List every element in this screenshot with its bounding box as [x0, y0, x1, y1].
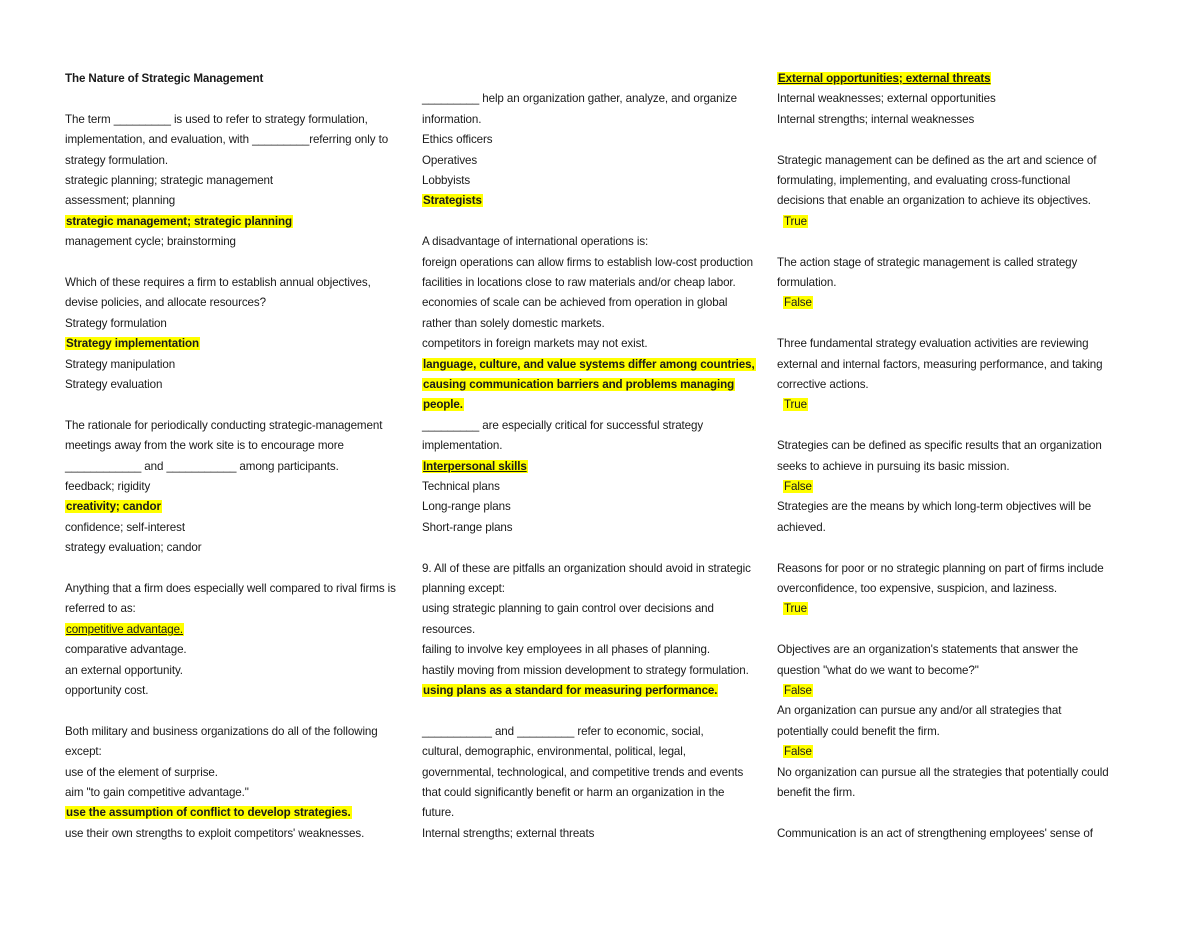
text: Strategic management can be defined as the art and science of: [777, 153, 1097, 167]
col-1-line: [65, 438, 344, 454]
col-1-line: [65, 540, 202, 556]
col-1-line: [65, 663, 183, 679]
highlighted-answer: creativity; candor: [66, 500, 161, 514]
col-3-line: [783, 683, 813, 699]
text: using strategic planning to gain control over decisions and: [422, 602, 714, 616]
col-2-line: [422, 397, 464, 413]
text: Internal strengths; external threats: [422, 826, 595, 840]
col-1-line: [65, 214, 293, 230]
highlighted-answer: competitive advantage.: [66, 622, 184, 636]
text: Anything that a firm does especially well compared to rival firms is: [65, 582, 396, 595]
text: _________ are especially critical for successful strategy: [422, 418, 704, 432]
col-3-line: [777, 459, 1009, 475]
highlighted-answer: Strategy implementation: [66, 337, 199, 351]
col-1-line: [65, 765, 218, 781]
text: governmental, technological, and competitive trends and events: [422, 765, 744, 779]
text: resources.: [422, 622, 476, 636]
col-2-line: [422, 459, 528, 475]
col-1-line: [65, 316, 167, 332]
text: that could significantly benefit or harm an organization in the: [422, 786, 725, 799]
col-2-line: [422, 785, 724, 801]
text: achieved.: [777, 520, 826, 534]
text: _________ help an organization gather, analyze, and organize: [422, 92, 738, 106]
text: The Nature of Strategic Management: [65, 72, 264, 85]
col-1-line: [65, 479, 150, 495]
col-1-line: [65, 112, 368, 128]
col-3-line: [777, 663, 979, 679]
text: Strategies are the means by which long-term objectives will be: [777, 500, 1092, 514]
col-1-line: [65, 357, 175, 373]
col-3-line: [777, 520, 826, 536]
text: Technical plans: [422, 480, 500, 493]
col-1-line: [65, 805, 352, 821]
text: information.: [422, 112, 482, 126]
col-2-line: [422, 91, 737, 107]
text: rather than solely domestic markets.: [422, 316, 605, 330]
text: opportunity cost.: [65, 684, 149, 697]
col-3-line: [783, 397, 808, 413]
col-2-line: [422, 826, 594, 842]
col-3-line: [783, 214, 808, 230]
col-1-line: [65, 336, 200, 352]
col-2-line: [422, 112, 481, 128]
text: seeks to achieve in pursuing its basic mission.: [777, 459, 1010, 473]
col-2-line: [422, 336, 648, 352]
highlighted-answer: True: [784, 214, 808, 228]
col-2-line: [422, 724, 704, 740]
highlighted-answer: External opportunities; external threats: [778, 72, 991, 85]
text: The action stage of strategic management is called strategy: [777, 255, 1078, 269]
highlighted-answer: False: [784, 296, 812, 310]
text: an external opportunity.: [65, 663, 183, 677]
col-2-line: [422, 520, 512, 536]
text: The rationale for periodically conducting strategic-management: [65, 418, 383, 432]
col-3-line: [783, 601, 808, 617]
text: Operatives: [422, 153, 478, 167]
text: formulating, implementing, and evaluating cross-functional: [777, 174, 1071, 187]
col-1-line: [65, 295, 266, 311]
text: confidence; self-interest: [65, 520, 185, 534]
col-1-line: [65, 683, 148, 699]
col-3-line: [783, 295, 813, 311]
col-1-line: [65, 724, 378, 740]
col-2-line: [422, 663, 749, 679]
col-2-line: [422, 622, 475, 638]
text: Strategy evaluation: [65, 378, 163, 391]
text: use of the element of surprise.: [65, 765, 218, 779]
text: meetings away from the work site is to encourage more: [65, 439, 344, 453]
col-2-line: [422, 377, 735, 393]
text: future.: [422, 806, 455, 820]
text: cultural, demographic, environmental, political, legal,: [422, 745, 686, 759]
text: benefit the firm.: [777, 786, 856, 799]
col-1-line: [65, 275, 371, 291]
col-3-line: [777, 255, 1077, 271]
col-1-line: [65, 234, 236, 250]
col-2-line: [422, 499, 511, 515]
col-2-line: [422, 173, 470, 189]
text: feedback; rigidity: [65, 480, 151, 493]
text: Strategies can be defined as specific results that an organization: [777, 439, 1102, 453]
text: Three fundamental strategy evaluation activities are reviewing: [777, 337, 1089, 351]
col-1-line: [65, 520, 185, 536]
text: potentially could benefit the firm.: [777, 724, 940, 738]
col-3-line: [777, 91, 996, 107]
col-2-line: [422, 744, 686, 760]
col-3-line: [777, 438, 1102, 454]
col-1-line: [65, 499, 162, 515]
col-3-line: [777, 112, 974, 128]
text: An organization can pursue any and/or all strategies that: [777, 704, 1062, 718]
text: No organization can pursue all the strategies that potentially could: [777, 765, 1109, 779]
text: ___________ and _________ refer to economic, social,: [422, 724, 704, 738]
col-3-line: [777, 499, 1091, 515]
col-1-line: [65, 642, 187, 658]
col-3-line: [777, 357, 1103, 373]
col-2-line: [422, 193, 483, 209]
col-3-line: [777, 71, 991, 87]
col-2-line: [422, 805, 454, 821]
text: external and internal factors, measuring performance, and taking: [777, 357, 1103, 371]
col-3-line: [777, 275, 836, 291]
text: except:: [65, 745, 102, 759]
col-3-line: [777, 377, 869, 393]
text: Internal strengths; internal weaknesses: [777, 112, 975, 126]
col-3-line: [777, 765, 1109, 781]
col-2-line: [422, 255, 753, 271]
text: referred to as:: [65, 602, 136, 616]
text: Strategy formulation: [65, 316, 167, 330]
text: Communication is an act of strengthening employees' sense of: [777, 826, 1093, 840]
col-3-line: [777, 153, 1096, 169]
col-3-line: [777, 581, 1057, 597]
col-2-line: [422, 479, 500, 495]
text: economies of scale can be achieved from operation in global: [422, 296, 728, 310]
col-1-line: [65, 153, 168, 169]
text: assessment; planning: [65, 194, 176, 208]
text: implementation.: [422, 439, 503, 453]
text: formulation.: [777, 276, 837, 289]
text: competitors in foreign markets may not exist.: [422, 337, 648, 351]
highlighted-answer: causing communication barriers and problems managing: [423, 378, 735, 391]
highlighted-answer: strategic management; strategic planning: [66, 214, 292, 228]
text: Ethics officers: [422, 133, 493, 147]
col-3-line: [777, 724, 940, 740]
col-2-line: [422, 275, 736, 291]
highlighted-answer: False: [784, 480, 812, 493]
col-1-line: [65, 132, 388, 148]
col-1-line: [65, 744, 102, 760]
col-3-line: [777, 703, 1061, 719]
text: foreign operations can allow firms to establish low-cost production: [422, 255, 753, 269]
text: implementation, and evaluation, with _________referring only to: [65, 133, 389, 147]
highlighted-answer: people.: [423, 398, 463, 412]
highlighted-answer: False: [784, 684, 812, 697]
text: aim "to gain competitive advantage.": [65, 786, 249, 799]
text: facilities in locations close to raw materials and/or cheap labor.: [422, 276, 736, 289]
text: corrective actions.: [777, 378, 869, 391]
col-1-line: [65, 622, 184, 638]
col-2-line: [422, 153, 477, 169]
col-1-line: [65, 581, 396, 597]
col-2-line: [422, 316, 605, 332]
text: comparative advantage.: [65, 643, 187, 657]
text: Both military and business organizations do all of the following: [65, 724, 378, 738]
col-1-line: [65, 785, 249, 801]
col-3-line: [777, 826, 1093, 842]
text: hastily moving from mission development to strategy formulation.: [422, 663, 749, 677]
text: 9. All of these are pitfalls an organization should avoid in strategic: [422, 561, 751, 575]
col-2-line: [422, 234, 648, 250]
text: Short-range plans: [422, 520, 513, 534]
col-2-line: [422, 418, 703, 434]
col-1-line: [65, 377, 162, 393]
col-2-line: [422, 357, 756, 373]
col-3-line: [777, 561, 1104, 577]
text: A disadvantage of international operations is:: [422, 235, 649, 249]
col-1-line: [65, 459, 339, 475]
col-1-line: [65, 71, 263, 87]
text: failing to involve key employees in all phases of planning.: [422, 643, 710, 657]
highlighted-answer: using plans as a standard for measuring performance.: [423, 684, 718, 697]
highlighted-answer: Interpersonal skills: [423, 459, 527, 473]
col-2-line: [422, 132, 492, 148]
text: management cycle; brainstorming: [65, 235, 236, 249]
highlighted-answer: use the assumption of conflict to develop strategies.: [66, 806, 351, 820]
col-2-line: [422, 561, 751, 577]
col-1-line: [65, 418, 382, 434]
text: Long-range plans: [422, 500, 511, 514]
text: decisions that enable an organization to achieve its objectives.: [777, 194, 1091, 208]
col-2-line: [422, 765, 743, 781]
col-1-line: [65, 173, 273, 189]
col-2-line: [422, 295, 727, 311]
text: planning except:: [422, 582, 505, 595]
col-1-line: [65, 601, 136, 617]
col-2-line: [422, 601, 714, 617]
text: Internal weaknesses; external opportunities: [777, 92, 996, 106]
col-3-line: [777, 193, 1091, 209]
text: strategic planning; strategic management: [65, 174, 274, 187]
col-1-line: [65, 193, 175, 209]
highlighted-answer: True: [784, 398, 808, 412]
col-3-line: [783, 479, 813, 495]
text: Reasons for poor or no strategic planning on part of firms include: [777, 561, 1104, 575]
text: use their own strengths to exploit competitors' weaknesses.: [65, 826, 365, 840]
col-3-line: [777, 642, 1078, 658]
col-2-line: [422, 438, 502, 454]
col-3-line: [777, 173, 1070, 189]
highlighted-answer: True: [784, 602, 808, 616]
text: question "what do we want to become?": [777, 663, 979, 677]
text: devise policies, and allocate resources?: [65, 296, 266, 310]
col-3-line: [777, 785, 855, 801]
col-3-line: [777, 336, 1089, 352]
text: The term _________ is used to refer to strategy formulation,: [65, 112, 368, 126]
text: Lobbyists: [422, 174, 471, 187]
col-1-line: [65, 826, 364, 842]
text: Which of these requires a firm to establish annual objectives,: [65, 276, 371, 289]
highlighted-answer: language, culture, and value systems differ among countries,: [423, 357, 755, 371]
col-2-line: [422, 642, 710, 658]
highlighted-answer: Strategists: [423, 194, 482, 208]
text: overconfidence, too expensive, suspicion, and laziness.: [777, 582, 1058, 595]
col-2-line: [422, 581, 505, 597]
text: strategy evaluation; candor: [65, 541, 202, 555]
col-2-line: [422, 683, 718, 699]
highlighted-answer: False: [784, 745, 812, 759]
text: Objectives are an organization's statements that answer the: [777, 643, 1079, 657]
text: ____________ and ___________ among participants.: [65, 459, 339, 473]
col-3-line: [783, 744, 813, 760]
text: Strategy manipulation: [65, 357, 176, 371]
text: strategy formulation.: [65, 153, 168, 167]
